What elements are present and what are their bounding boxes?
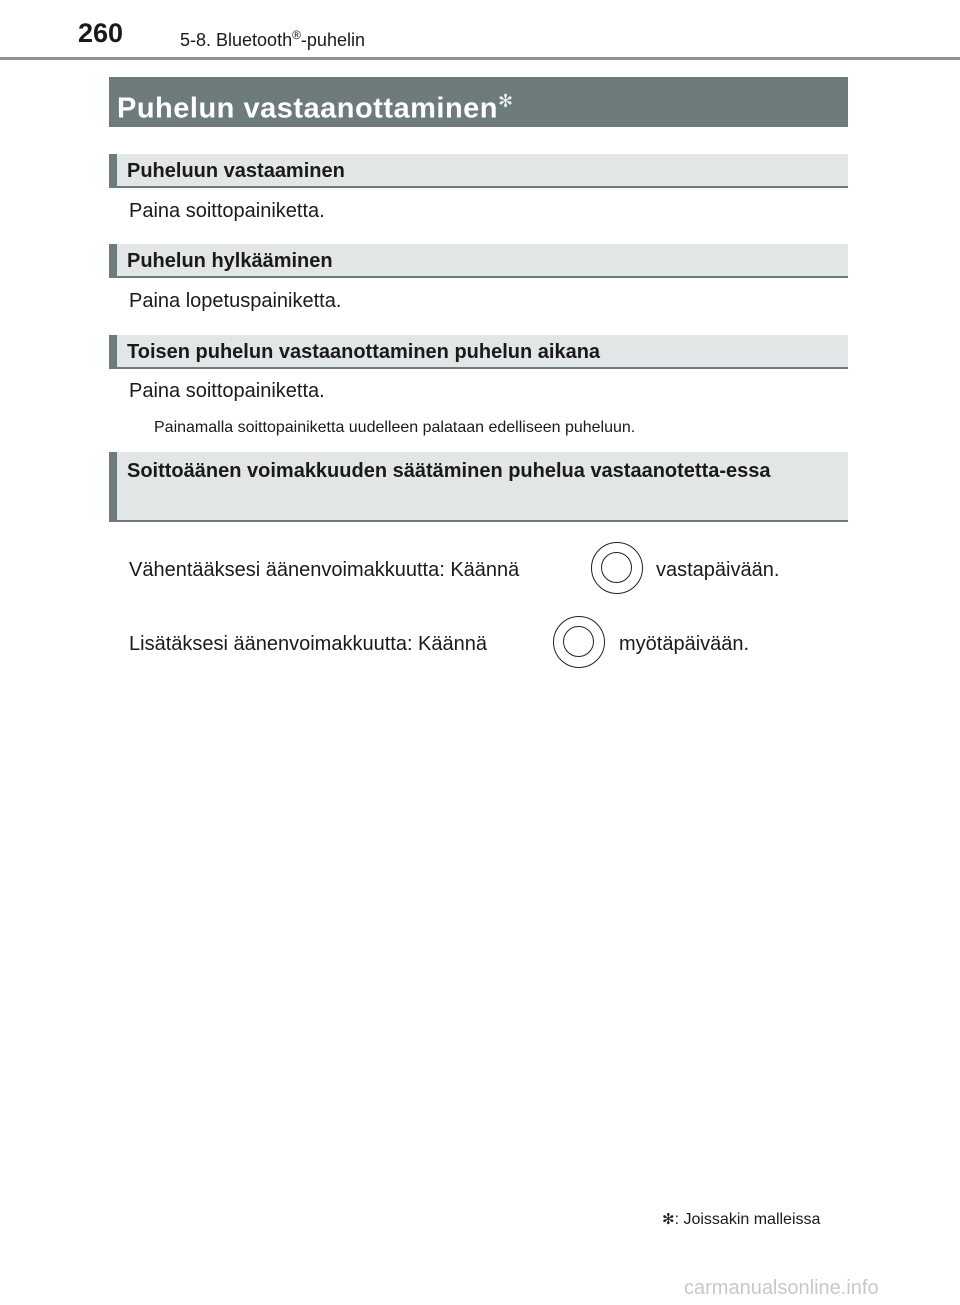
section-heading-reject: Puhelun hylkääminen	[109, 244, 848, 278]
volume-increase-direction: myötäpäivään.	[619, 633, 750, 655]
section-body-answer: Paina soittopainiketta.	[129, 200, 325, 222]
section-note-call-waiting: Painamalla soittopainiketta uudelleen palataan edelliseen puheluun.	[154, 419, 636, 436]
page-title	[109, 77, 848, 127]
section-heading-call-waiting: Toisen puhelun vastaanottaminen puhelun aikana	[109, 335, 848, 369]
section-body-call-waiting: Paina soittopainiketta.	[129, 380, 325, 402]
volume-increase-text: Lisätäksesi äänenvoimakkuutta: Käännä	[129, 633, 488, 655]
volume-knob-icon	[553, 616, 605, 668]
chapter-title	[180, 28, 365, 51]
page-number: 260	[78, 18, 124, 48]
header-divider	[0, 57, 960, 60]
page-title-text: Puhelun vastaanottaminen	[117, 92, 499, 125]
section-heading-ringtone-volume: Soittoäänen voimakkuuden säätäminen puhelua vastaanotetta-essa	[109, 452, 848, 522]
watermark: carmanualsonline.info	[684, 1277, 879, 1299]
volume-knob-icon	[591, 542, 643, 594]
section-body-reject: Paina lopetuspainiketta.	[129, 290, 342, 312]
section-heading-answer: Puheluun vastaaminen	[109, 154, 848, 188]
footnote-text: : Joissakin malleissa	[674, 1211, 821, 1228]
volume-decrease-text: Vähentääksesi äänenvoimakkuutta: Käännä	[129, 559, 520, 581]
footnote	[662, 1210, 820, 1229]
volume-decrease-direction: vastapäivään.	[656, 559, 780, 581]
asterisk-icon: ✻	[662, 1211, 675, 1228]
asterisk-icon: ✻	[498, 91, 514, 111]
chapter-prefix: 5-8. Bluetooth	[180, 30, 293, 50]
registered-mark: ®	[292, 28, 301, 42]
chapter-suffix: -puhelin	[300, 30, 365, 50]
